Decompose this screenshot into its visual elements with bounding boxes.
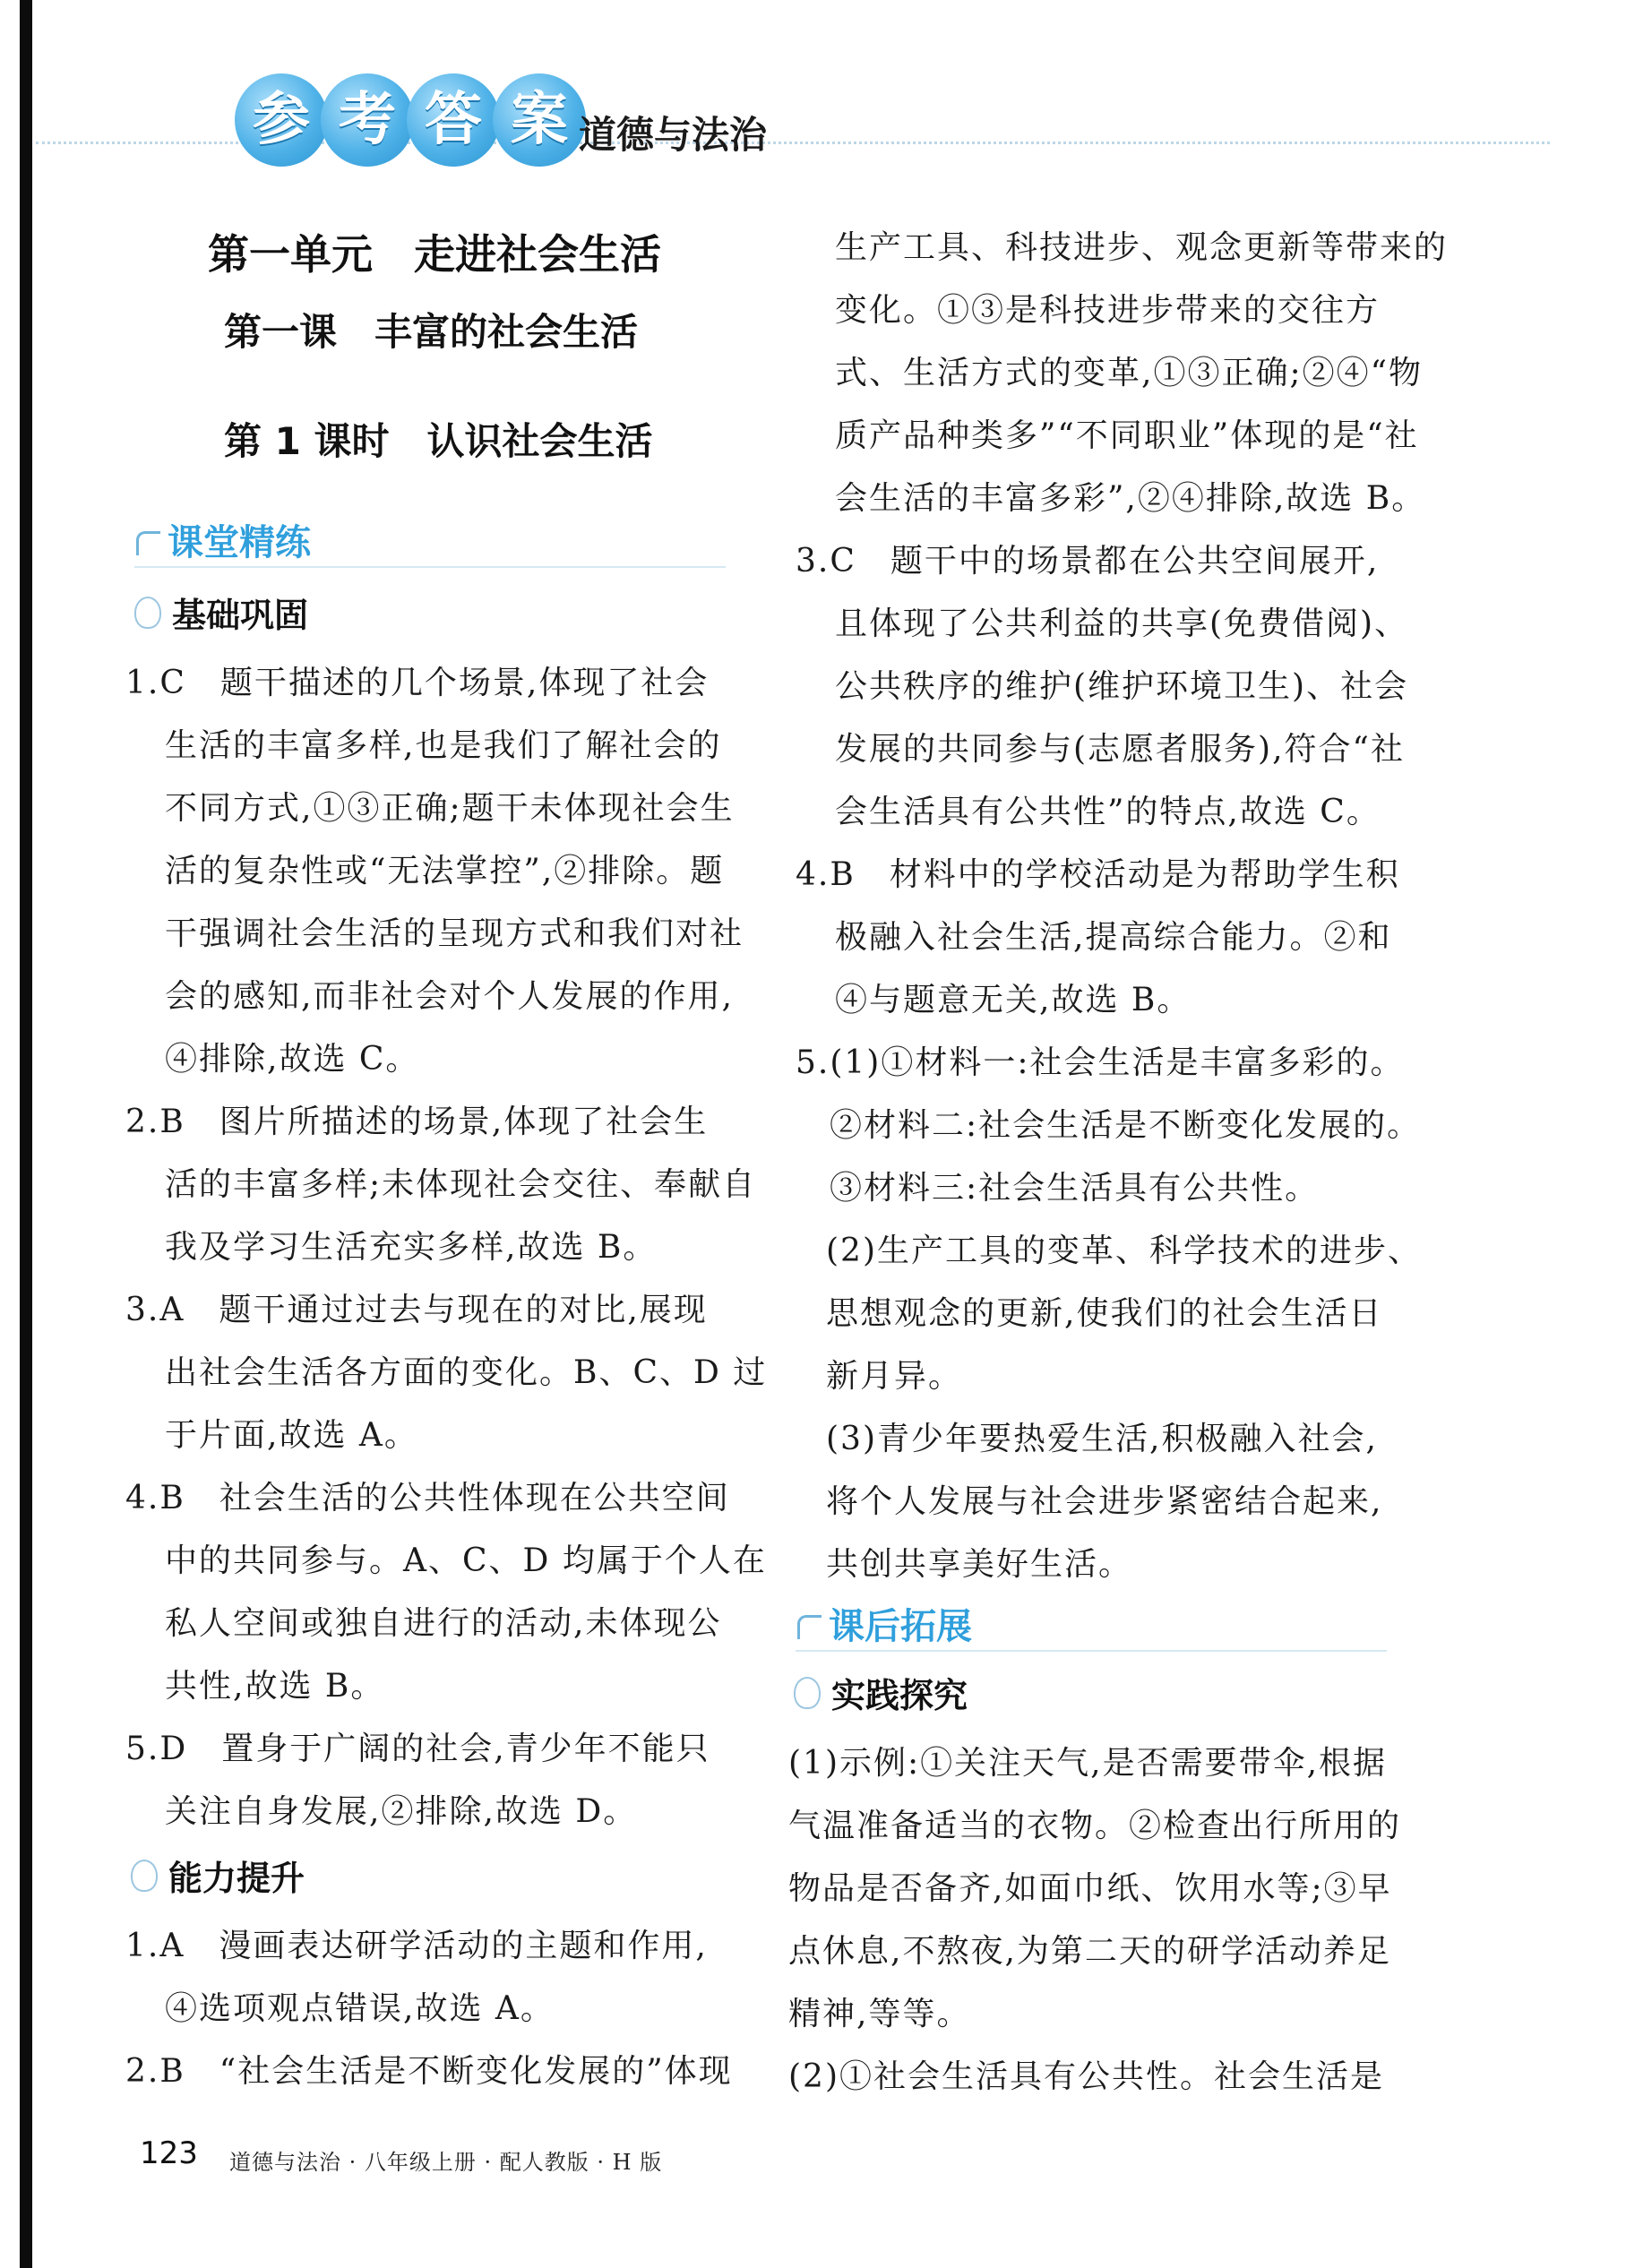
answer-line: 3.A 题干通过过去与现在的对比,展现 <box>125 1292 708 1328</box>
answer-line: 共创共享美好生活。 <box>826 1546 1133 1583</box>
answer-line: 新月异。 <box>826 1358 963 1395</box>
answer-line: 关注自身发展,②排除,故选 D。 <box>165 1793 638 1830</box>
answer-line: 共性,故选 B。 <box>165 1668 385 1705</box>
answer-line: 会的感知,而非社会对个人发展的作用, <box>165 978 734 1015</box>
answer-line: 私人空间或独自进行的活动,未体现公 <box>165 1605 722 1642</box>
answer-line: ③材料三:社会生活具有公共性。 <box>830 1170 1320 1207</box>
answer-line: 生产工具、科技进步、观念更新等带来的 <box>835 229 1449 266</box>
answer-line: 变化。①③是科技进步带来的交往方 <box>835 292 1381 329</box>
hand-icon <box>134 597 161 629</box>
lesson-title: 第一课 丰富的社会生活 <box>224 310 639 354</box>
period-title: 第 1 课时 认识社会生活 <box>224 419 653 463</box>
banner-char: 考 <box>321 73 414 167</box>
answer-line: 会生活具有公共性”的特点,故选 C。 <box>835 794 1381 830</box>
answer-line: 发展的共同参与(志愿者服务),符合“社 <box>835 731 1405 768</box>
answer-line: 公共秩序的维护(维护环境卫生)、社会 <box>835 668 1409 705</box>
hand-icon <box>131 1860 158 1892</box>
answer-line: 将个人发展与社会进步紧密结合起来, <box>826 1483 1383 1520</box>
page-number: 123 <box>140 2135 198 2171</box>
section-corner-icon <box>797 1615 822 1639</box>
answer-line: 出社会生活各方面的变化。B、C、D 过 <box>165 1354 768 1391</box>
answer-line: 质产品种类多”“不同职业”体现的是“社 <box>835 417 1419 454</box>
answer-line: 干强调社会生活的呈现方式和我们对社 <box>165 915 744 952</box>
subsection-ability <box>131 1851 305 1900</box>
page-spine-bar <box>20 0 32 2268</box>
subsection-basic <box>134 588 308 637</box>
subsection-practice <box>794 1668 968 1717</box>
answer-line: 5.(1)①材料一:社会生活是丰富多彩的。 <box>796 1044 1405 1081</box>
answer-line: 生活的丰富多样,也是我们了解社会的 <box>165 727 722 764</box>
answer-line: ④与题意无关,故选 B。 <box>835 982 1192 1018</box>
answer-line: 3.C 题干中的场景都在公共空间展开, <box>796 543 1380 580</box>
answer-line: 1.C 题干描述的几个场景,体现了社会 <box>125 665 710 701</box>
answer-line: (1)示例:①关注天气,是否需要带伞,根据 <box>788 1745 1388 1782</box>
section-underline <box>134 566 726 568</box>
banner-char: 答 <box>407 73 500 167</box>
answer-line: (3)青少年要热爱生活,积极融入社会, <box>826 1421 1378 1457</box>
answer-line: 5.D 置身于广阔的社会,青少年不能只 <box>125 1731 710 1767</box>
answer-line: ②材料二:社会生活是不断变化发展的。 <box>830 1107 1422 1144</box>
header-subject: 道德与法治 <box>579 113 768 157</box>
section-title: 课后拓展 <box>829 1606 972 1647</box>
answer-line: 点休息,不熬夜,为第二天的研学活动养足 <box>788 1933 1391 1970</box>
answer-line: 思想观念的更新,使我们的社会生活日 <box>826 1295 1383 1332</box>
subsection-title: 能力提升 <box>168 1859 305 1898</box>
answer-line: 2.B 图片所描述的场景,体现了社会生 <box>125 1104 709 1140</box>
subsection-title: 基础巩固 <box>172 596 309 635</box>
answer-line: ④排除,故选 C。 <box>165 1041 420 1078</box>
hand-icon <box>794 1677 821 1709</box>
answer-line: 4.B 材料中的学校活动是为帮助学生积 <box>796 856 1400 893</box>
section-underline <box>796 1650 1387 1652</box>
answer-key-banner <box>235 73 579 167</box>
answer-line: 极融入社会生活,提高综合能力。②和 <box>835 919 1392 956</box>
subsection-title: 实践探究 <box>831 1676 968 1715</box>
answer-line: 中的共同参与。A、C、D 均属于个人在 <box>165 1542 767 1579</box>
answer-line: ④选项观点错误,故选 A。 <box>165 1990 555 2027</box>
answer-line: 2.B “社会生活是不断变化发展的”体现 <box>125 2053 733 2090</box>
banner-char: 案 <box>493 73 586 167</box>
answer-line: 4.B 社会生活的公共性体现在公共空间 <box>125 1480 730 1516</box>
answer-line: 1.A 漫画表达研学活动的主题和作用, <box>125 1928 708 1964</box>
answer-line: 精神,等等。 <box>788 1996 971 2032</box>
answer-line: 气温准备适当的衣物。②检查出行所用的 <box>788 1808 1402 1844</box>
answer-line: 我及学习生活充实多样,故选 B。 <box>165 1229 658 1266</box>
banner-char: 参 <box>235 73 328 167</box>
answer-line: 活的复杂性或“无法掌控”,②排除。题 <box>165 853 725 889</box>
unit-title: 第一单元 走进社会生活 <box>208 230 661 279</box>
answer-line: 会生活的丰富多彩”,②④排除,故选 B。 <box>835 480 1426 517</box>
answer-line: 活的丰富多样;未体现社会交往、奉献自 <box>165 1166 757 1203</box>
answer-line: 不同方式,①③正确;题干未体现社会生 <box>165 790 735 827</box>
answer-line: 且体现了公共利益的共享(免费借阅)、 <box>835 606 1409 642</box>
answer-line: 于片面,故选 A。 <box>165 1417 418 1454</box>
answer-line: (2)①社会生活具有公共性。社会生活是 <box>788 2058 1384 2095</box>
answer-line: (2)生产工具的变革、科学技术的进步、 <box>826 1233 1422 1269</box>
section-title: 课堂精练 <box>168 522 311 563</box>
answer-line: 式、生活方式的变革,①③正确;②④“物 <box>835 355 1423 391</box>
section-corner-icon <box>136 531 160 555</box>
footer-book-info: 道德与法治 · 八年级上册 · 配人教版 · H 版 <box>229 2150 663 2175</box>
answer-line: 物品是否备齐,如面巾纸、饮用水等;③早 <box>788 1870 1392 1907</box>
section-after-class <box>797 1598 972 1649</box>
section-classroom-practice <box>136 514 311 565</box>
